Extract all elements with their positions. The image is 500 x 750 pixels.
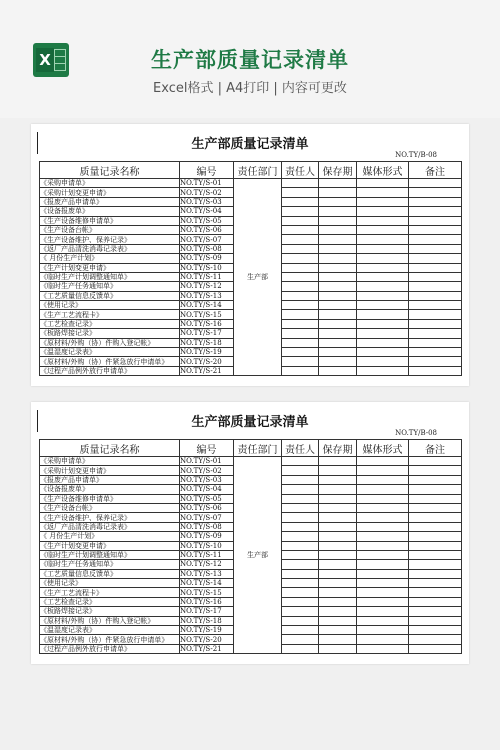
record-number-cell: NO.TY/S-03	[180, 475, 234, 484]
remarks-cell	[409, 494, 462, 503]
record-name-cell: 《设备报废单》	[40, 485, 180, 494]
media-cell	[357, 616, 409, 625]
remarks-cell	[409, 216, 462, 225]
record-name-cell: 《温湿度记录表》	[40, 348, 180, 357]
media-cell	[357, 348, 409, 357]
remarks-cell	[409, 338, 462, 347]
record-name-cell: 《采购申请单》	[40, 179, 180, 188]
page-title: 生产部质量记录清单	[151, 48, 349, 72]
record-table	[39, 439, 462, 654]
record-number-cell: NO.TY/S-01	[180, 457, 234, 466]
media-cell	[357, 357, 409, 366]
remarks-cell	[409, 254, 462, 263]
owner-cell	[282, 569, 319, 578]
media-cell	[357, 560, 409, 569]
remarks-cell	[409, 310, 462, 319]
excel-logo-letter: X	[36, 48, 54, 72]
remarks-cell	[409, 291, 462, 300]
remarks-cell	[409, 188, 462, 197]
owner-cell	[282, 579, 319, 588]
record-number-cell: NO.TY/S-15	[180, 310, 234, 319]
record-number-cell: NO.TY/S-06	[180, 503, 234, 512]
owner-cell	[282, 607, 319, 616]
retention-cell	[319, 197, 357, 206]
remarks-cell	[409, 466, 462, 475]
retention-cell	[319, 216, 357, 225]
media-cell	[357, 485, 409, 494]
record-number-cell: NO.TY/S-20	[180, 357, 234, 366]
retention-cell	[319, 597, 357, 606]
record-name-cell: 《设备报废单》	[40, 207, 180, 216]
column-header: 质量记录名称	[40, 162, 180, 179]
record-number-cell: NO.TY/S-18	[180, 338, 234, 347]
record-name-cell: 《临时生产任务通知单》	[40, 560, 180, 569]
media-cell	[357, 179, 409, 188]
owner-cell	[282, 532, 319, 541]
column-header: 媒体形式	[357, 162, 409, 179]
retention-cell	[319, 179, 357, 188]
record-name-cell: 《 月份生产计划》	[40, 532, 180, 541]
record-name-cell: 《温湿度记录表》	[40, 626, 180, 635]
retention-cell	[319, 588, 357, 597]
retention-cell	[319, 291, 357, 300]
record-number-cell: NO.TY/S-21	[180, 644, 234, 653]
remarks-cell	[409, 503, 462, 512]
record-name-cell: 《生产设备维修申请单》	[40, 216, 180, 225]
owner-cell	[282, 244, 319, 253]
record-number-cell: NO.TY/S-11	[180, 550, 234, 559]
owner-cell	[282, 291, 319, 300]
media-cell	[357, 338, 409, 347]
media-cell	[357, 532, 409, 541]
record-name-cell: 《生产设备维修申请单》	[40, 494, 180, 503]
record-name-cell: 《板路焊接记录》	[40, 607, 180, 616]
owner-cell	[282, 188, 319, 197]
retention-cell	[319, 310, 357, 319]
remarks-cell	[409, 597, 462, 606]
record-name-cell: 《返厂产品清洗消毒记录表》	[40, 244, 180, 253]
media-cell	[357, 263, 409, 272]
remarks-cell	[409, 532, 462, 541]
owner-cell	[282, 216, 319, 225]
table-row	[40, 457, 462, 466]
remarks-cell	[409, 357, 462, 366]
retention-cell	[319, 235, 357, 244]
media-cell	[357, 216, 409, 225]
remarks-cell	[409, 263, 462, 272]
record-number-cell: NO.TY/S-12	[180, 282, 234, 291]
record-name-cell: 《生产计划变更申请》	[40, 541, 180, 550]
media-cell	[357, 513, 409, 522]
media-cell	[357, 366, 409, 375]
retention-cell	[319, 319, 357, 328]
owner-cell	[282, 207, 319, 216]
retention-cell	[319, 626, 357, 635]
record-name-cell: 《使用记录》	[40, 301, 180, 310]
record-number-cell: NO.TY/S-08	[180, 244, 234, 253]
record-number-cell: NO.TY/S-11	[180, 272, 234, 281]
record-name-cell: 《报废产品申请单》	[40, 197, 180, 206]
record-number-cell: NO.TY/S-07	[180, 235, 234, 244]
record-name-cell: 《板路焊接记录》	[40, 329, 180, 338]
document-code: NO.TY/B-08	[395, 429, 437, 437]
record-name-cell: 《工艺质量信息反馈单》	[40, 291, 180, 300]
remarks-cell	[409, 569, 462, 578]
remarks-cell	[409, 541, 462, 550]
owner-cell	[282, 588, 319, 597]
record-number-cell: NO.TY/S-08	[180, 522, 234, 531]
record-name-cell: 《工艺检查记录》	[40, 597, 180, 606]
media-cell	[357, 244, 409, 253]
owner-cell	[282, 522, 319, 531]
retention-cell	[319, 522, 357, 531]
record-number-cell: NO.TY/S-17	[180, 607, 234, 616]
remarks-cell	[409, 272, 462, 281]
media-cell	[357, 503, 409, 512]
retention-cell	[319, 541, 357, 550]
table-header-row	[40, 440, 462, 457]
column-header: 保存期	[319, 162, 357, 179]
owner-cell	[282, 644, 319, 653]
remarks-cell	[409, 522, 462, 531]
record-number-cell: NO.TY/S-18	[180, 616, 234, 625]
record-name-cell: 《原材料/外购（协）件购入登记帐》	[40, 338, 180, 347]
retention-cell	[319, 188, 357, 197]
media-cell	[357, 457, 409, 466]
record-name-cell: 《生产工艺流程卡》	[40, 310, 180, 319]
column-header: 责任部门	[234, 162, 282, 179]
owner-cell	[282, 494, 319, 503]
retention-cell	[319, 301, 357, 310]
retention-cell	[319, 244, 357, 253]
owner-cell	[282, 513, 319, 522]
retention-cell	[319, 282, 357, 291]
remarks-cell	[409, 366, 462, 375]
owner-cell	[282, 263, 319, 272]
retention-cell	[319, 550, 357, 559]
owner-cell	[282, 235, 319, 244]
sheet-title: 生产部质量记录清单	[191, 415, 309, 430]
owner-cell	[282, 179, 319, 188]
record-name-cell: 《生产设备台帐》	[40, 503, 180, 512]
owner-cell	[282, 475, 319, 484]
retention-cell	[319, 494, 357, 503]
owner-cell	[282, 329, 319, 338]
column-header: 质量记录名称	[40, 440, 180, 457]
remarks-cell	[409, 179, 462, 188]
record-name-cell: 《生产设备维护、保养记录》	[40, 513, 180, 522]
media-cell	[357, 225, 409, 234]
record-number-cell: NO.TY/S-10	[180, 263, 234, 272]
remarks-cell	[409, 348, 462, 357]
retention-cell	[319, 569, 357, 578]
media-cell	[357, 550, 409, 559]
record-name-cell: 《采购计划变更申请》	[40, 466, 180, 475]
media-cell	[357, 319, 409, 328]
column-header: 编号	[180, 440, 234, 457]
sheet-preview-2	[31, 402, 469, 664]
record-number-cell: NO.TY/S-16	[180, 597, 234, 606]
retention-cell	[319, 207, 357, 216]
owner-cell	[282, 338, 319, 347]
document-code: NO.TY/B-08	[395, 151, 437, 159]
owner-cell	[282, 348, 319, 357]
table-row	[40, 179, 462, 188]
media-cell	[357, 541, 409, 550]
media-cell	[357, 522, 409, 531]
record-number-cell: NO.TY/S-07	[180, 513, 234, 522]
record-name-cell: 《临时生产计划调整通知单》	[40, 272, 180, 281]
column-header: 责任人	[282, 440, 319, 457]
owner-cell	[282, 457, 319, 466]
sheet-title: 生产部质量记录清单	[191, 137, 309, 152]
retention-cell	[319, 513, 357, 522]
media-cell	[357, 626, 409, 635]
record-number-cell: NO.TY/S-02	[180, 466, 234, 475]
media-cell	[357, 310, 409, 319]
record-number-cell: NO.TY/S-14	[180, 301, 234, 310]
remarks-cell	[409, 282, 462, 291]
owner-cell	[282, 503, 319, 512]
record-number-cell: NO.TY/S-04	[180, 485, 234, 494]
column-header: 责任人	[282, 162, 319, 179]
media-cell	[357, 466, 409, 475]
record-name-cell: 《原材料/外购（协）件购入登记帐》	[40, 616, 180, 625]
remarks-cell	[409, 560, 462, 569]
page-subtitle: Excel格式 | A4打印 | 内容可更改	[153, 81, 347, 96]
media-cell	[357, 301, 409, 310]
record-name-cell: 《生产计划变更申请》	[40, 263, 180, 272]
media-cell	[357, 644, 409, 653]
retention-cell	[319, 579, 357, 588]
owner-cell	[282, 485, 319, 494]
retention-cell	[319, 532, 357, 541]
record-name-cell: 《生产设备维护、保养记录》	[40, 235, 180, 244]
table-header-row	[40, 162, 462, 179]
record-name-cell: 《原材料/外购（协）件紧急放行申请单》	[40, 357, 180, 366]
media-cell	[357, 197, 409, 206]
remarks-cell	[409, 644, 462, 653]
column-header: 备注	[409, 162, 462, 179]
media-cell	[357, 235, 409, 244]
record-name-cell: 《工艺质量信息反馈单》	[40, 569, 180, 578]
media-cell	[357, 569, 409, 578]
media-cell	[357, 588, 409, 597]
retention-cell	[319, 560, 357, 569]
remarks-cell	[409, 616, 462, 625]
retention-cell	[319, 357, 357, 366]
remarks-cell	[409, 635, 462, 644]
record-number-cell: NO.TY/S-13	[180, 291, 234, 300]
media-cell	[357, 329, 409, 338]
record-number-cell: NO.TY/S-13	[180, 569, 234, 578]
media-cell	[357, 475, 409, 484]
column-header: 保存期	[319, 440, 357, 457]
record-table	[39, 161, 462, 376]
remarks-cell	[409, 485, 462, 494]
media-cell	[357, 579, 409, 588]
remarks-cell	[409, 579, 462, 588]
owner-cell	[282, 272, 319, 281]
record-name-cell: 《临时生产计划调整通知单》	[40, 550, 180, 559]
remarks-cell	[409, 225, 462, 234]
media-cell	[357, 282, 409, 291]
record-number-cell: NO.TY/S-10	[180, 541, 234, 550]
department-cell: 生产部	[234, 179, 282, 376]
record-name-cell: 《生产设备台帐》	[40, 225, 180, 234]
remarks-cell	[409, 457, 462, 466]
owner-cell	[282, 310, 319, 319]
sheet-bottom-edge	[31, 383, 469, 386]
record-number-cell: NO.TY/S-06	[180, 225, 234, 234]
remarks-cell	[409, 626, 462, 635]
record-number-cell: NO.TY/S-02	[180, 188, 234, 197]
record-number-cell: NO.TY/S-09	[180, 254, 234, 263]
remarks-cell	[409, 197, 462, 206]
owner-cell	[282, 635, 319, 644]
column-header: 媒体形式	[357, 440, 409, 457]
retention-cell	[319, 254, 357, 263]
remarks-cell	[409, 319, 462, 328]
column-header: 备注	[409, 440, 462, 457]
retention-cell	[319, 263, 357, 272]
record-name-cell: 《过程产品例外放行申请单》	[40, 644, 180, 653]
record-number-cell: NO.TY/S-17	[180, 329, 234, 338]
remarks-cell	[409, 207, 462, 216]
record-name-cell: 《返厂产品清洗消毒记录表》	[40, 522, 180, 531]
record-number-cell: NO.TY/S-09	[180, 532, 234, 541]
record-number-cell: NO.TY/S-16	[180, 319, 234, 328]
sheet-preview-1	[31, 124, 469, 386]
record-number-cell: NO.TY/S-15	[180, 588, 234, 597]
retention-cell	[319, 225, 357, 234]
record-name-cell: 《使用记录》	[40, 579, 180, 588]
owner-cell	[282, 357, 319, 366]
remarks-cell	[409, 244, 462, 253]
column-header: 编号	[180, 162, 234, 179]
record-name-cell: 《原材料/外购（协）件紧急放行申请单》	[40, 635, 180, 644]
retention-cell	[319, 635, 357, 644]
owner-cell	[282, 466, 319, 475]
record-number-cell: NO.TY/S-19	[180, 626, 234, 635]
retention-cell	[319, 475, 357, 484]
record-number-cell: NO.TY/S-20	[180, 635, 234, 644]
remarks-cell	[409, 607, 462, 616]
remarks-cell	[409, 235, 462, 244]
retention-cell	[319, 272, 357, 281]
remarks-cell	[409, 301, 462, 310]
record-name-cell: 《临时生产任务通知单》	[40, 282, 180, 291]
retention-cell	[319, 616, 357, 625]
owner-cell	[282, 301, 319, 310]
record-number-cell: NO.TY/S-03	[180, 197, 234, 206]
remarks-cell	[409, 329, 462, 338]
media-cell	[357, 291, 409, 300]
record-number-cell: NO.TY/S-01	[180, 179, 234, 188]
owner-cell	[282, 560, 319, 569]
retention-cell	[319, 607, 357, 616]
record-number-cell: NO.TY/S-12	[180, 560, 234, 569]
record-name-cell: 《 月份生产计划》	[40, 254, 180, 263]
record-name-cell: 《生产工艺流程卡》	[40, 588, 180, 597]
record-name-cell: 《过程产品例外放行申请单》	[40, 366, 180, 375]
column-header: 责任部门	[234, 440, 282, 457]
record-name-cell: 《报废产品申请单》	[40, 475, 180, 484]
owner-cell	[282, 197, 319, 206]
owner-cell	[282, 597, 319, 606]
owner-cell	[282, 541, 319, 550]
retention-cell	[319, 503, 357, 512]
media-cell	[357, 597, 409, 606]
record-number-cell: NO.TY/S-21	[180, 366, 234, 375]
sheet-bottom-edge	[31, 661, 469, 664]
retention-cell	[319, 466, 357, 475]
media-cell	[357, 254, 409, 263]
retention-cell	[319, 338, 357, 347]
media-cell	[357, 188, 409, 197]
retention-cell	[319, 457, 357, 466]
retention-cell	[319, 644, 357, 653]
department-cell: 生产部	[234, 457, 282, 654]
owner-cell	[282, 366, 319, 375]
record-number-cell: NO.TY/S-05	[180, 494, 234, 503]
remarks-cell	[409, 550, 462, 559]
owner-cell	[282, 550, 319, 559]
remarks-cell	[409, 588, 462, 597]
owner-cell	[282, 616, 319, 625]
record-number-cell: NO.TY/S-14	[180, 579, 234, 588]
remarks-cell	[409, 513, 462, 522]
retention-cell	[319, 329, 357, 338]
media-cell	[357, 207, 409, 216]
record-name-cell: 《工艺检查记录》	[40, 319, 180, 328]
owner-cell	[282, 319, 319, 328]
record-number-cell: NO.TY/S-19	[180, 348, 234, 357]
record-name-cell: 《采购申请单》	[40, 457, 180, 466]
retention-cell	[319, 366, 357, 375]
owner-cell	[282, 225, 319, 234]
media-cell	[357, 494, 409, 503]
owner-cell	[282, 282, 319, 291]
media-cell	[357, 272, 409, 281]
record-number-cell: NO.TY/S-04	[180, 207, 234, 216]
media-cell	[357, 635, 409, 644]
retention-cell	[319, 348, 357, 357]
record-name-cell: 《采购计划变更申请》	[40, 188, 180, 197]
record-number-cell: NO.TY/S-05	[180, 216, 234, 225]
retention-cell	[319, 485, 357, 494]
remarks-cell	[409, 475, 462, 484]
owner-cell	[282, 626, 319, 635]
media-cell	[357, 607, 409, 616]
preview-header	[0, 0, 500, 118]
owner-cell	[282, 254, 319, 263]
